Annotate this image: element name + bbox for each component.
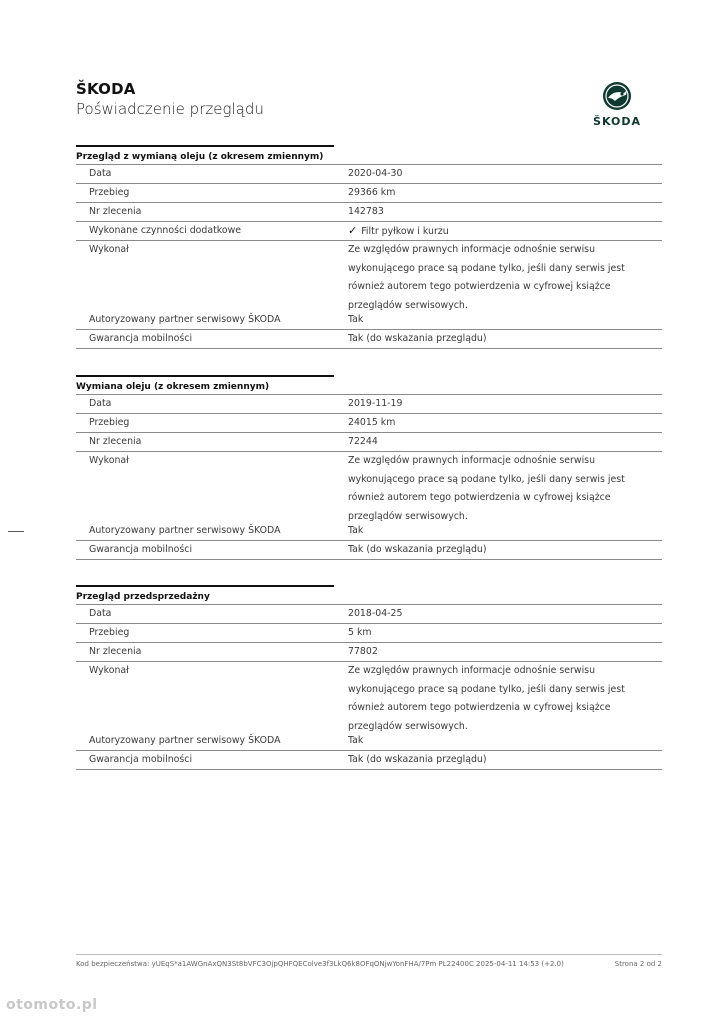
table-row (76, 643, 662, 662)
row-value: 29366 km (348, 187, 396, 198)
row-value: Tak (do wskazania przeglądu) (348, 333, 487, 344)
service-section-3 (76, 585, 662, 770)
skoda-emblem-icon (602, 81, 632, 111)
row-value: 24015 km (348, 417, 396, 428)
row-value: 2019-11-19 (348, 398, 403, 409)
brand-name: ŠKODA (76, 80, 136, 98)
footer-divider (76, 954, 662, 955)
row-value: Tak (348, 314, 364, 325)
table-row (76, 394, 662, 414)
table-row (76, 203, 662, 222)
table-row (76, 604, 662, 624)
table-row (76, 433, 662, 452)
watermark: otomoto.pl (6, 997, 98, 1013)
table-row (76, 522, 662, 541)
table-row (76, 414, 662, 433)
logo-wordmark: ŠKODA (593, 115, 641, 128)
section-title: Wymiana oleju (z okresem zmiennym) (76, 375, 334, 394)
document-title: Poświadczenie przeglądu (76, 100, 264, 118)
section-title: Przegląd przedsprzedażny (76, 585, 334, 604)
row-value (348, 222, 662, 240)
row-label: Nr zlecenia (89, 436, 142, 447)
extra-service-text: Filtr pyłkow i kurzu (361, 226, 449, 237)
service-section-2 (76, 375, 662, 560)
row-value: Tak (do wskazania przeglądu) (348, 544, 487, 555)
row-value: 142783 (348, 206, 384, 217)
row-label: Data (89, 398, 112, 409)
row-value: Tak (348, 735, 364, 746)
row-label: Data (89, 608, 112, 619)
table-row (76, 330, 662, 349)
checkmark-icon: ✓ (348, 224, 358, 237)
row-label: Wykonał (89, 665, 129, 676)
row-label: Przebieg (89, 417, 130, 428)
row-label: Nr zlecenia (89, 206, 142, 217)
row-value: 2020-04-30 (348, 168, 403, 179)
row-label: Gwarancja mobilności (89, 333, 193, 344)
row-value: 5 km (348, 627, 372, 638)
table-row (76, 241, 662, 311)
row-label: Autoryzowany partner serwisowy ŠKODA (89, 314, 281, 325)
row-value: Ze względów prawnych informacje odnośnie serwisu wykonującego prace są podane tylko, jeśli dany serwis jest również autorem tego potwierdzenia w cyfrowej książce przeglądów serwisowych. (348, 455, 625, 522)
row-value: 72244 (348, 436, 378, 447)
fold-mark-divider (8, 531, 24, 532)
row-value: Tak (348, 525, 364, 536)
row-label: Data (89, 168, 112, 179)
row-label: Gwarancja mobilności (89, 754, 193, 765)
row-label: Nr zlecenia (89, 646, 142, 657)
row-label: Autoryzowany partner serwisowy ŠKODA (89, 525, 281, 536)
row-value: 2018-04-25 (348, 608, 403, 619)
row-label: Autoryzowany partner serwisowy ŠKODA (89, 735, 281, 746)
row-label: Wykonane czynności dodatkowe (89, 225, 242, 236)
table-row (76, 751, 662, 770)
row-label: Przebieg (89, 187, 130, 198)
table-row (76, 732, 662, 751)
page-footer (76, 960, 662, 968)
table-row (76, 624, 662, 643)
section-title: Przegląd z wymianą oleju (z okresem zmiennym) (76, 145, 334, 164)
table-row (76, 452, 662, 522)
service-section-1 (76, 145, 662, 349)
table-row (76, 541, 662, 560)
table-row (76, 222, 662, 241)
row-value: 77802 (348, 646, 378, 657)
table-row (76, 662, 662, 732)
table-row (76, 164, 662, 184)
row-label: Gwarancja mobilności (89, 544, 193, 555)
page-number: Strona 2 od 2 (614, 960, 662, 968)
row-label: Wykonał (89, 455, 129, 466)
table-row (76, 311, 662, 330)
security-code: Kod bezpieczeństwa: yUEqS*a1AWGnAxQN3St8bVFC3OjpQHFQEColve3f3LkQ6k8OFqONjwYonFHA/7Pm PL22400C 2025-04-11 14:53 (+2.0) (76, 960, 564, 968)
row-value: Ze względów prawnych informacje odnośnie serwisu wykonującego prace są podane tylko, jeśli dany serwis jest również autorem tego potwierdzenia w cyfrowej książce przeglądów serwisowych. (348, 244, 625, 311)
row-value: Tak (do wskazania przeglądu) (348, 754, 487, 765)
row-value: Ze względów prawnych informacje odnośnie serwisu wykonującego prace są podane tylko, jeśli dany serwis jest również autorem tego potwierdzenia w cyfrowej książce przeglądów serwisowych. (348, 665, 625, 732)
skoda-logo (584, 81, 650, 128)
table-row (76, 184, 662, 203)
row-label: Wykonał (89, 244, 129, 255)
row-label: Przebieg (89, 627, 130, 638)
